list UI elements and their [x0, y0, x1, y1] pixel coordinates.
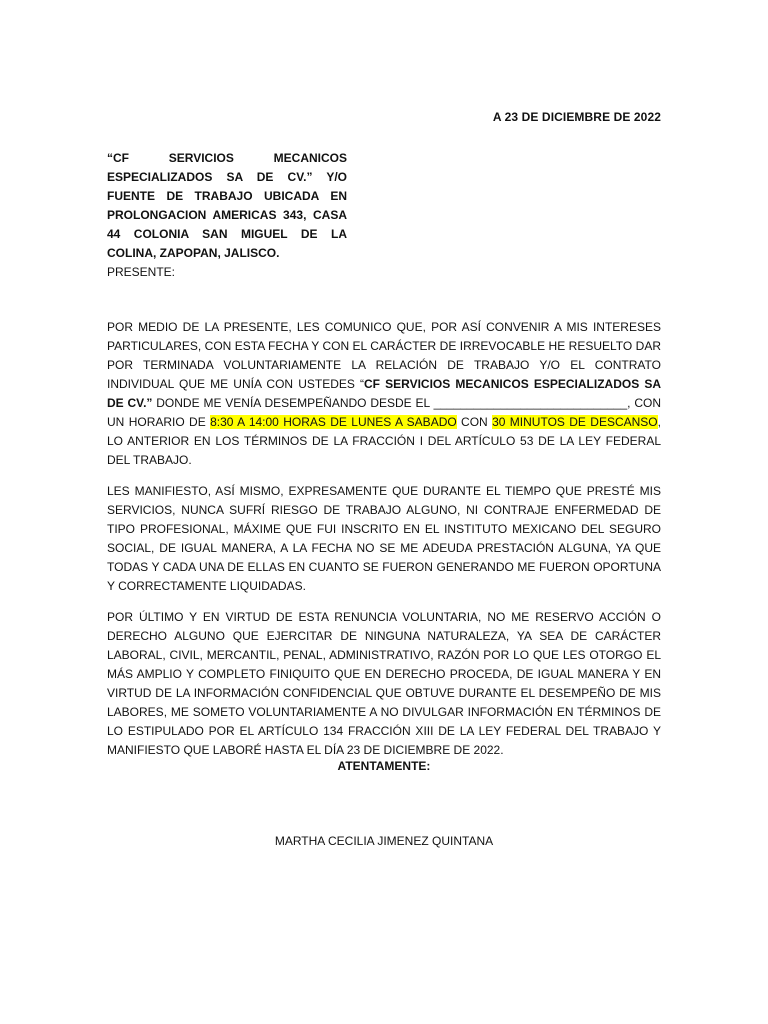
paragraph-1-since: DONDE ME VENÍA DESEMPEÑANDO DESDE EL _____________________________, CON UN HORARIO DE	[107, 396, 661, 429]
paragraph-3: POR ÚLTIMO Y EN VIRTUD DE ESTA RENUNCIA VOLUNTARIA, NO ME RESERVO ACCIÓN O DERECHO ALGUNO QUE EJERCITAR DE NINGUNA NATURALEZA, YA SEA DE CARÁCTER LABORAL, CIVIL, MERCANTIL, PENAL, ADMINISTRATIVO, RAZÓN POR LO QUE LES OTORGO EL MÁS AMPLIO Y COMPLETO FINIQUITO QUE EN DERECHO PROCEDA, DE IGUAL MANERA Y EN VIRTUD DE LA INFORMACIÓN CONFIDENCIAL QUE OBTUVE DURANTE EL DESEMPEÑO DE MIS LABORES, ME SOMETO VOLUNTARIAMENTE A NO DIVULGAR INFORMACIÓN EN TÉRMINOS DE LO ESTIPULADO POR EL ARTÍCULO 134 FRACCIÓN XIII DE LA LEY FEDERAL DEL TRABAJO Y MANIFIESTO QUE LABORÉ HASTA EL DÍA 23 DE DICIEMBRE DE 2022.	[107, 610, 661, 757]
schedule-highlight: 8:30 A 14:00 HORAS DE LUNES A SABADO	[210, 415, 457, 429]
letter-date: A 23 DE DICIEMBRE DE 2022	[492, 110, 661, 124]
paragraph-1	[107, 318, 661, 470]
closing-salutation: ATENTAMENTE:	[337, 759, 431, 773]
signer-name: MARTHA CECILIA JIMENEZ QUINTANA	[274, 834, 494, 848]
addressee-block	[107, 149, 347, 282]
paragraph-2: LES MANIFIESTO, ASÍ MISMO, EXPRESAMENTE QUE DURANTE EL TIEMPO QUE PRESTÉ MIS SERVICIOS, NUNCA SUFRÍ RIESGO DE TRABAJO ALGUNO, NI CONTRAJE ENFERMEDAD DE TIPO PROFESIONAL, MÁXIME QUE FUI INSCRITO EN EL INSTITUTO MEXICANO DEL SEGURO SOCIAL, DE IGUAL MANERA, A LA FECHA NO SE ME ADEUDA PRESTACIÓN ALGUNA, YA QUE TODAS Y CADA UNA DE ELLAS EN CUANTO SE FUERON GENERANDO ME FUERON OPORTUNA Y CORRECTAMENTE LIQUIDADAS.	[107, 484, 661, 593]
rest-highlight: 30 MINUTOS DE DESCANSO	[492, 415, 658, 429]
paragraph-1-company: CF SERVICIOS MECANICOS ESPECIALIZADOS SA DE CV.”	[107, 377, 661, 410]
paragraph-1-intro: POR MEDIO DE LA PRESENTE, LES COMUNICO QUE, POR ASÍ CONVENIR A MIS INTERESES PARTICULARES, CON ESTA FECHA Y CON EL CARÁCTER DE IRREVOCABLE HE RESUELTO DAR POR TERMINADA VOLUNTARIAMENTE LA RELACIÓN DE TRABAJO Y/O EL CONTRATO INDIVIDUAL QUE ME UNÍA CON USTEDES “	[107, 320, 661, 391]
paragraph-1-closing: , LO ANTERIOR EN LOS TÉRMINOS DE LA FRACCIÓN I DEL ARTÍCULO 53 DE LA LEY FEDERAL DEL TRABAJO.	[107, 415, 661, 467]
addressee-company: “CF SERVICIOS MECANICOS ESPECIALIZADOS SA DE CV.” Y/O FUENTE DE TRABAJO UBICADA EN PROLONGACION AMERICAS 343, CASA 44 COLONIA SAN MIGUEL DE LA COLINA, ZAPOPAN, JALISCO.	[107, 151, 347, 260]
addressee-presente: PRESENTE:	[107, 265, 176, 279]
paragraph-1-with: CON	[456, 415, 493, 429]
letter-body	[107, 318, 661, 772]
